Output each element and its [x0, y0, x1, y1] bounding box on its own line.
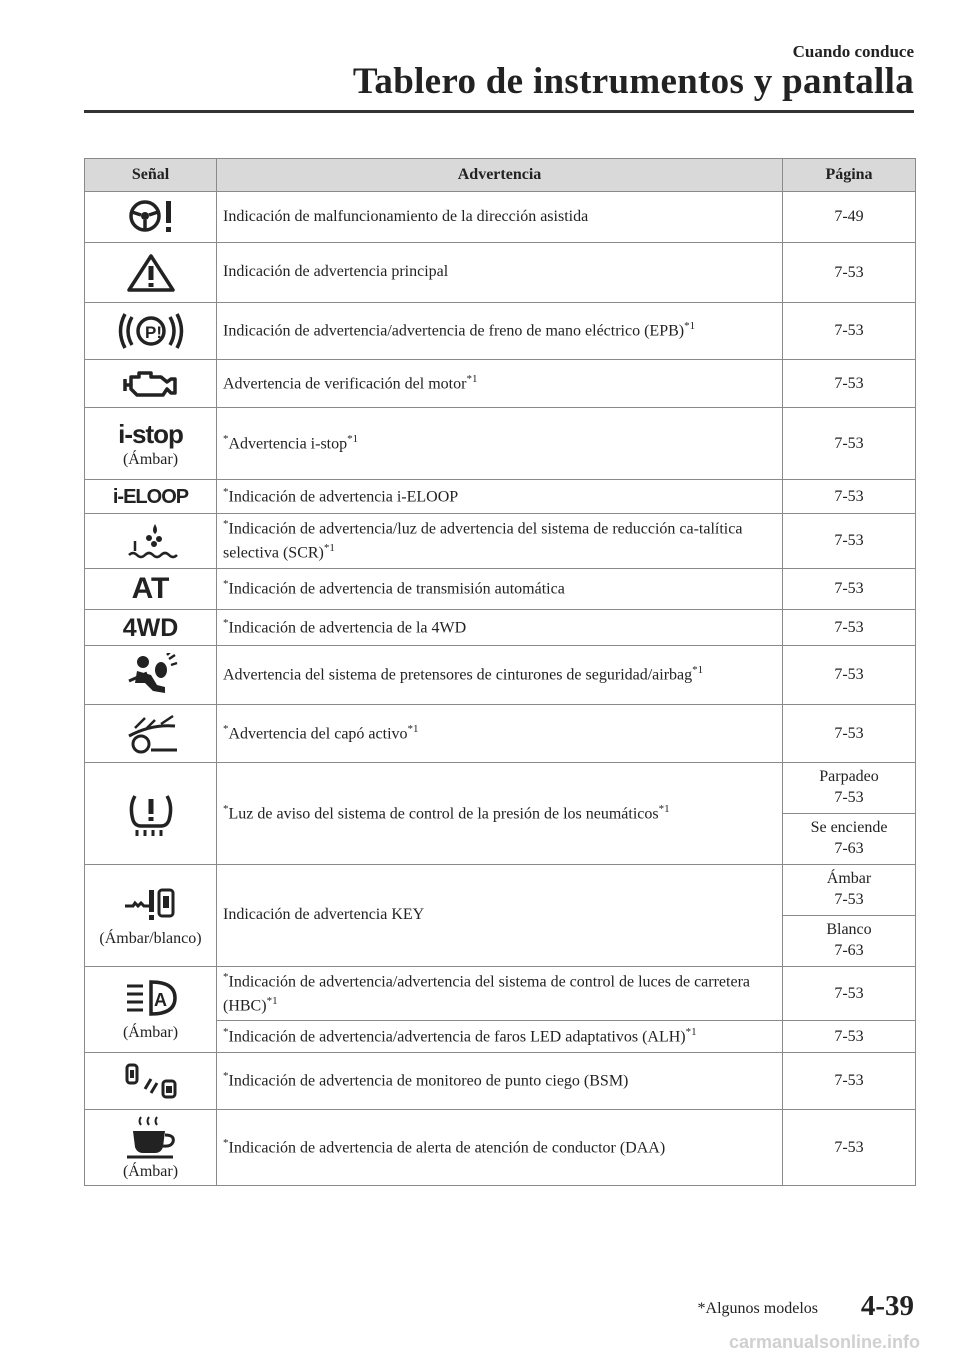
i-eloop-icon: i-ELOOP — [112, 485, 189, 508]
header-rule — [84, 110, 914, 113]
row-page: Se enciende 7-63 — [783, 814, 916, 865]
check-engine-icon — [119, 367, 183, 401]
table-row — [85, 865, 916, 916]
row-page: 7-53 — [783, 514, 916, 569]
row-text: *Indicación de advertencia i-ELOOP — [217, 480, 783, 514]
table-row — [85, 967, 916, 1021]
footnote: *Algunos modelos — [697, 1300, 818, 1317]
row-page: 7-53 — [783, 646, 916, 705]
table-row — [85, 360, 916, 408]
row-text: *Advertencia i-stop$^{*1}$ — [217, 408, 783, 480]
table-row — [85, 480, 916, 514]
signal-caption: (Ámbar) — [122, 1023, 179, 1041]
row-text: *Luz de aviso del sistema de control de la presión de los neumáticos$^{*1}$ — [217, 763, 783, 865]
scr-warning-icon — [121, 521, 181, 561]
table-row — [85, 569, 916, 610]
table-row — [85, 408, 916, 480]
table-row — [85, 303, 916, 360]
row-text: Advertencia de verificación del motor$^{*1}$ — [217, 360, 783, 408]
row-page: 7-53 — [783, 360, 916, 408]
signal-caption: (Ámbar) — [122, 1162, 179, 1180]
row-page: 7-53 — [783, 705, 916, 763]
table-row — [85, 1110, 916, 1186]
warning-table — [84, 158, 916, 1186]
airbag-warning-icon — [121, 653, 181, 697]
key-warning-icon — [121, 884, 181, 928]
row-page: 7-53 — [783, 569, 916, 610]
i-stop-icon: i-stop — [118, 418, 183, 449]
parking-brake-warning-icon — [118, 311, 184, 351]
row-page: 7-53 — [783, 243, 916, 303]
tire-pressure-icon — [121, 790, 181, 838]
table-row — [85, 1053, 916, 1110]
page-number: 4-39 — [860, 1290, 914, 1322]
signal-caption: (Ámbar) — [122, 450, 179, 468]
table-row — [85, 763, 916, 814]
row-text: Advertencia del sistema de pretensores de cinturones de seguridad/airbag$^{*1}$ — [217, 646, 783, 705]
table-row — [85, 610, 916, 646]
row-text: *Indicación de advertencia de la 4WD — [217, 610, 783, 646]
coffee-cup-icon — [121, 1115, 181, 1161]
row-text: *Indicación de advertencia/advertencia del sistema de control de luces de carretera (HBC)$^{*1}$ — [217, 967, 783, 1021]
row-page: 7-53 — [783, 408, 916, 480]
row-text: Indicación de malfuncionamiento de la dirección asistida — [217, 192, 783, 243]
row-page: Parpadeo 7-53 — [783, 763, 916, 814]
row-page: 7-53 — [783, 480, 916, 514]
col-pagina: Página — [783, 159, 916, 192]
page-title: Tablero de instrumentos y pantalla — [352, 61, 914, 102]
table-row — [85, 646, 916, 705]
row-text: Indicación de advertencia/advertencia de freno de mano eléctrico (EPB)$^{*1}$ — [217, 303, 783, 360]
row-page: Ámbar 7-53 — [783, 865, 916, 916]
svg-text:P!: P! — [144, 323, 162, 342]
section-label: Cuando conduce — [792, 42, 914, 61]
headlight-auto-icon — [121, 978, 181, 1022]
row-page: Blanco 7-63 — [783, 916, 916, 967]
col-advertencia: Advertencia — [217, 159, 783, 192]
4wd-icon: 4WD — [122, 613, 179, 642]
table-row — [85, 192, 916, 243]
at-icon: AT — [131, 572, 170, 605]
row-page: 7-53 — [783, 1053, 916, 1110]
row-text: Indicación de advertencia principal — [217, 243, 783, 303]
row-text: *Indicación de advertencia de monitoreo de punto ciego (BSM) — [217, 1053, 783, 1110]
row-text: *Indicación de advertencia de transmisión automática — [217, 569, 783, 610]
col-senal: Señal — [85, 159, 217, 192]
active-bonnet-icon — [121, 712, 181, 756]
row-text: *Indicación de advertencia/luz de advertencia del sistema de reducción ca-talítica selectiva (SCR)$^{*1}$ — [217, 514, 783, 569]
steering-warning-icon — [121, 199, 181, 235]
row-page: 7-53 — [783, 967, 916, 1021]
row-text: *Indicación de advertencia de alerta de atención de conductor (DAA) — [217, 1110, 783, 1186]
table-header-row — [85, 159, 916, 192]
svg-text:A: A — [153, 989, 167, 1010]
row-page: 7-53 — [783, 1110, 916, 1186]
master-warning-icon — [126, 253, 176, 293]
signal-caption: (Ámbar/blanco) — [99, 929, 202, 947]
row-page: 7-49 — [783, 192, 916, 243]
table-row — [85, 243, 916, 303]
row-page: 7-53 — [783, 610, 916, 646]
row-page: 7-53 — [783, 303, 916, 360]
row-text: *Indicación de advertencia/advertencia de faros LED adaptativos (ALH)$^{*1}$ — [217, 1021, 783, 1053]
row-page: 7-53 — [783, 1021, 916, 1053]
row-text: Indicación de advertencia KEY — [217, 865, 783, 967]
table-row — [85, 514, 916, 569]
watermark: carmanualsonline.info — [728, 1332, 920, 1352]
row-text: *Advertencia del capó activo$^{*1}$ — [217, 705, 783, 763]
blind-spot-icon — [121, 1061, 181, 1101]
table-row — [85, 705, 916, 763]
